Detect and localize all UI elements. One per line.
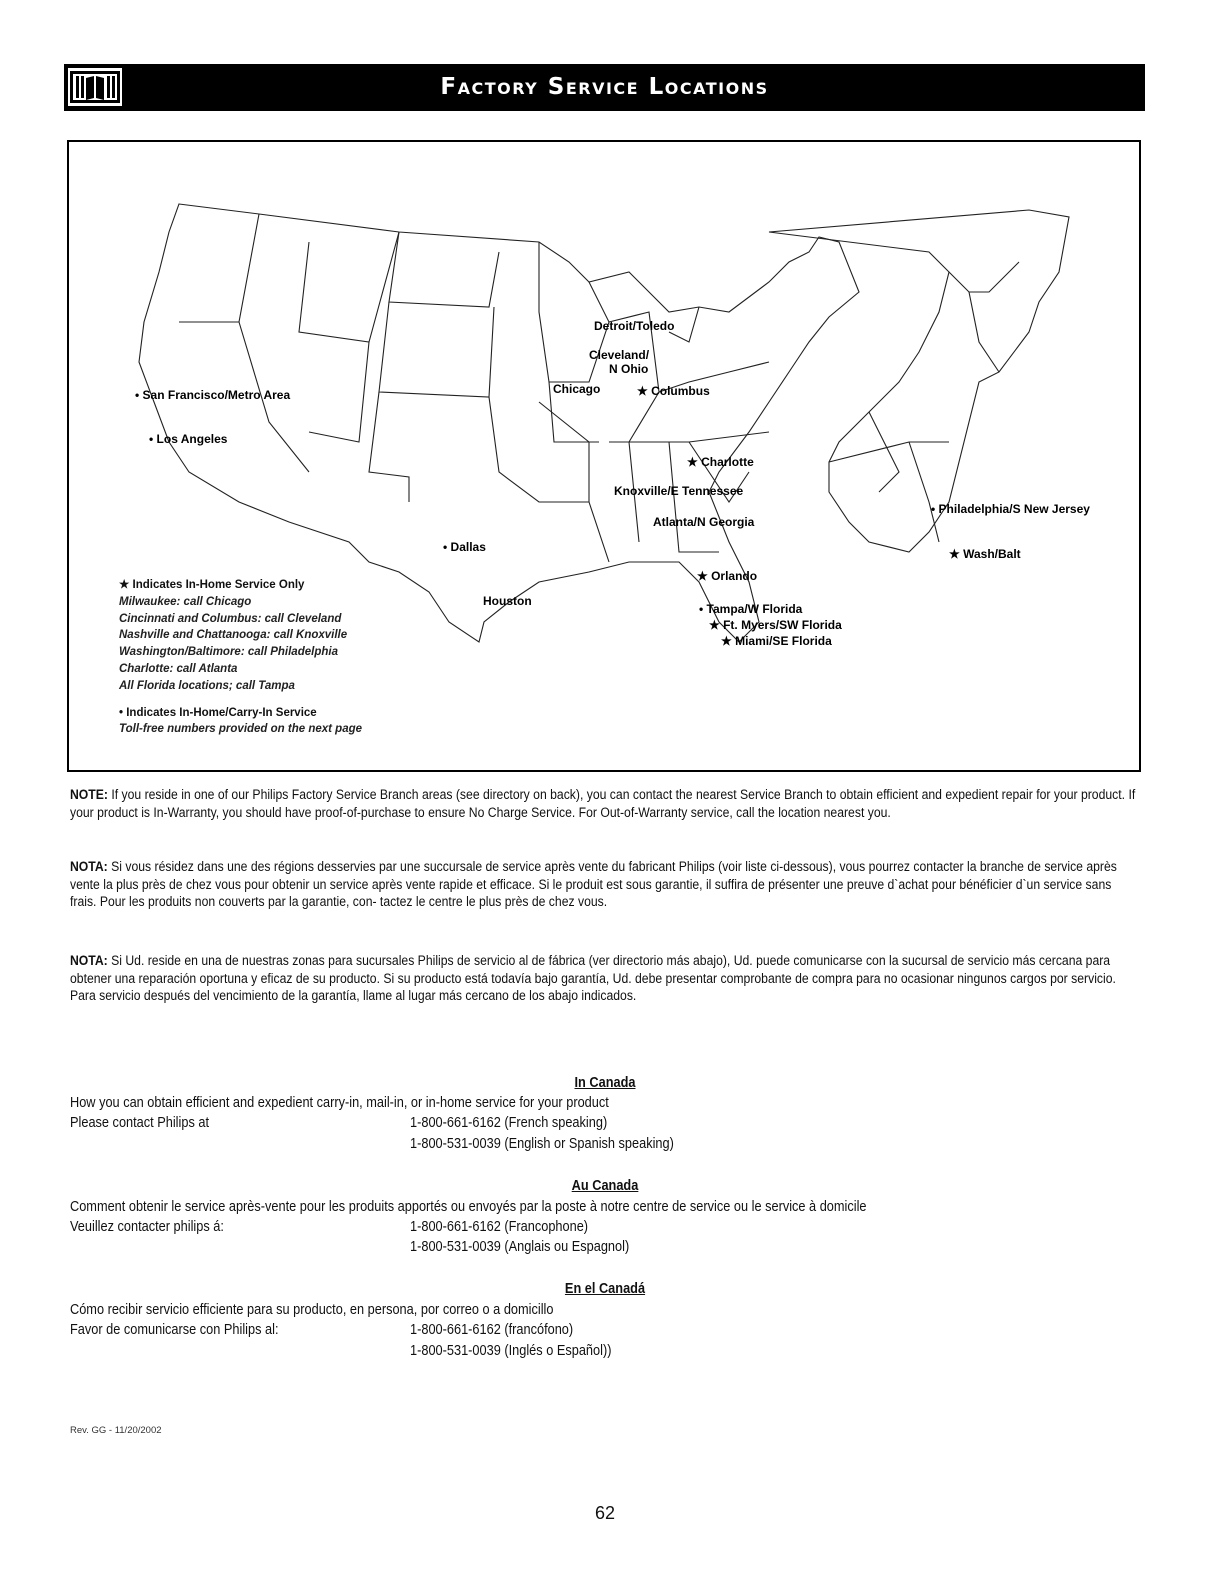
canada-fr-heading: Au Canada bbox=[571, 1178, 639, 1194]
canada-en-phone2: 1-800-531-0039 (English or Spanish speaking) bbox=[410, 1136, 674, 1152]
city-losangeles-label: Los Angeles bbox=[156, 432, 228, 446]
city-chicago: Chicago bbox=[553, 382, 601, 396]
city-washbalt: ★ Wash/Balt bbox=[949, 547, 1021, 561]
legend-star-text: Indicates In-Home Service Only bbox=[132, 579, 305, 591]
canada-fr-intro: Comment obtenir le service après-vente pour les produits apportés ou envoyés par la poste à notre centre de service ou le service à domicile bbox=[70, 1199, 867, 1215]
canada-es-heading: En el Canadá bbox=[564, 1281, 646, 1297]
city-knoxville: Knoxville/E Tennessee bbox=[614, 484, 744, 498]
city-orlando-label: Orlando bbox=[711, 569, 758, 583]
city-detroit: Detroit/Toledo bbox=[594, 319, 675, 333]
city-charlotte: ★ Charlotte bbox=[687, 455, 754, 469]
note-text: Si Ud. reside en una de nuestras zonas para sucursales Philips de servicio al de fábrica (ver directorio más abajo), Ud. puede comunicarse con la sucursal de servicio más cercana para obtener una reparación oportuna y eficaz de su producto. Si su producto está todavía bajo garantía, Ud. debe presentar comprobante de compra para no ocasionar ningunos cargos por servicio. Para servicio después del vencimiento de la garantía, llame al lugar más cercano de los abajo indicados. bbox=[70, 953, 1116, 1005]
city-ftmyers-label: Ft. Myers/SW Florida bbox=[723, 618, 842, 632]
service-map bbox=[67, 140, 1141, 772]
city-losangeles: • Los Angeles bbox=[149, 432, 228, 446]
canada-es-contact: Favor de comunicarse con Philips al: bbox=[70, 1322, 279, 1338]
legend-dot-note: Toll-free numbers provided on the next page bbox=[119, 723, 363, 736]
dot-icon: • bbox=[119, 706, 124, 719]
city-sanfrancisco-label: San Francisco/Metro Area bbox=[142, 388, 291, 402]
city-miami: ★ Miami/SE Florida bbox=[721, 634, 832, 648]
legend-note: Washington/Baltimore: call Philadelphia bbox=[119, 646, 338, 659]
city-philadelphia: • Philadelphia/S New Jersey bbox=[931, 502, 1090, 516]
city-ftmyers: ★ Ft. Myers/SW Florida bbox=[709, 618, 842, 632]
canada-es-phone2: 1-800-531-0039 (Inglés o Español)) bbox=[410, 1343, 612, 1359]
legend-dot bbox=[119, 705, 362, 722]
revision-note: Rev. GG - 11/20/2002 bbox=[70, 1425, 162, 1436]
city-atlanta: Atlanta/N Georgia bbox=[653, 515, 755, 529]
city-dallas: • Dallas bbox=[443, 540, 486, 554]
city-tampa-label: Tampa/W Florida bbox=[706, 602, 803, 616]
header-banner bbox=[64, 64, 1145, 111]
note-label: NOTE: bbox=[70, 787, 108, 803]
canada-fr-phone2: 1-800-531-0039 (Anglais ou Espagnol) bbox=[410, 1239, 630, 1255]
city-dallas-label: Dallas bbox=[450, 540, 486, 554]
city-columbus-label: Columbus bbox=[651, 384, 710, 398]
note-label: NOTA: bbox=[70, 953, 108, 969]
city-charlotte-label: Charlotte bbox=[701, 455, 754, 469]
canada-es-intro: Cómo recibir servicio efficiente para su producto, en persona, por correo o a domicillo bbox=[70, 1302, 554, 1318]
city-nohio: N Ohio bbox=[609, 362, 649, 376]
canada-en-heading: In Canada bbox=[574, 1075, 636, 1091]
canada-fr-phone1: 1-800-661-6162 (Francophone) bbox=[410, 1219, 589, 1235]
city-houston: Houston bbox=[483, 594, 532, 608]
note-label: NOTA: bbox=[70, 859, 108, 875]
note-text: If you reside in one of our Philips Factory Service Branch areas (see directory on back), you can contact the nearest Service Branch to obtain efficient and expedient repair for your product. If your product is In-Warranty, you should have proof-of-purchase to ensure No Charge Service. For Out-of-Warranty service, call the location nearest you. bbox=[70, 787, 1136, 821]
city-sanfrancisco: • San Francisco/Metro Area bbox=[135, 388, 291, 402]
page-number: 62 bbox=[594, 1503, 616, 1523]
note-english bbox=[70, 787, 1140, 822]
legend-note: All Florida locations; call Tampa bbox=[119, 679, 295, 692]
note-french bbox=[70, 859, 1140, 912]
city-washbalt-label: Wash/Balt bbox=[963, 547, 1021, 561]
note-spanish bbox=[70, 953, 1140, 1006]
legend-star bbox=[119, 577, 362, 594]
legend-note: Nashville and Chattanooga: call Knoxville bbox=[119, 629, 348, 642]
city-orlando: ★ Orlando bbox=[697, 569, 758, 583]
city-cleveland: Cleveland/ bbox=[589, 348, 650, 362]
city-philadelphia-label: Philadelphia/S New Jersey bbox=[938, 502, 1090, 516]
canada-en-contact: Please contact Philips at bbox=[70, 1115, 210, 1131]
city-miami-label: Miami/SE Florida bbox=[735, 634, 832, 648]
page-title: Factory Service Locations bbox=[440, 74, 769, 100]
legend-dot-text: Indicates In-Home/Carry-In Service bbox=[126, 706, 317, 719]
note-text: Si vous résidez dans une des régions desservies par une succursale de service après vente du fabricant Philips (voir liste ci-dessous), vous pourrez contacter la branche de service après vente la plus près de chez vous pour obtenir un service après vente rapide et efficace. Si le produit est sous garantie, il suffira de présenter une preuve d`achat pour bénéficier d`un service sans frais. Pour les produits non couverts par la garantie, con- tactez le centre le plus près de chez vous. bbox=[70, 859, 1117, 911]
star-icon: ★ bbox=[119, 579, 130, 591]
city-columbus: ★ Columbus bbox=[637, 384, 710, 398]
canada-en-intro: How you can obtain efficient and expedient carry-in, mail-in, or in-home service for your product bbox=[70, 1095, 609, 1111]
canada-fr-contact: Veuillez contacter philips á: bbox=[70, 1219, 224, 1235]
legend-note: Milwaukee: call Chicago bbox=[119, 595, 252, 608]
city-tampa: • Tampa/W Florida bbox=[699, 602, 803, 616]
legend-note: Cincinnati and Columbus: call Cleveland bbox=[119, 612, 342, 625]
legend-note: Charlotte: call Atlanta bbox=[119, 662, 238, 675]
canada-en-phone1: 1-800-661-6162 (French speaking) bbox=[410, 1115, 608, 1131]
canada-es-phone1: 1-800-661-6162 (francófono) bbox=[410, 1322, 574, 1338]
map-legend bbox=[119, 577, 362, 738]
